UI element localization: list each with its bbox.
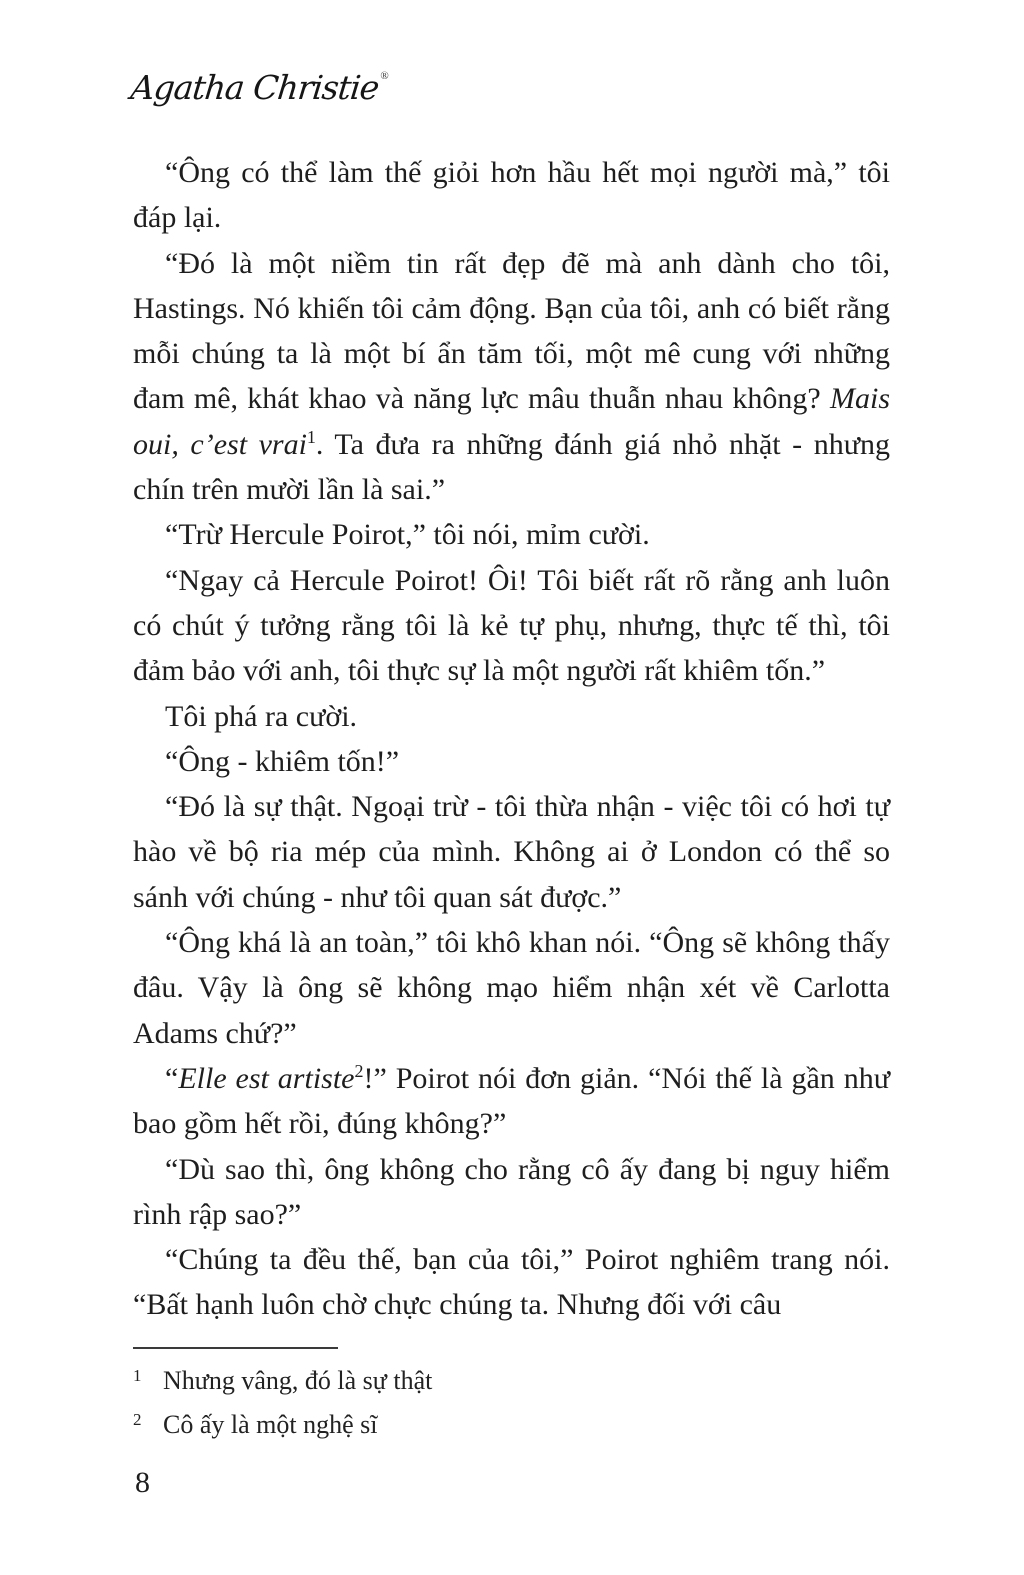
paragraph	[133, 1237, 890, 1328]
footnote-marker: 1	[133, 1366, 142, 1385]
text-run: “Ông có thể làm thế giỏi hơn hầu hết mọi người mà,” tôi đáp lại.	[133, 156, 890, 235]
footnote-item	[133, 1400, 890, 1444]
paragraph	[133, 1056, 890, 1147]
text-run: “	[165, 1061, 179, 1095]
footnote-text: Nhưng vâng, đó là sự thật	[163, 1366, 433, 1395]
footnote-text: Cô ấy là một nghệ sĩ	[163, 1410, 378, 1439]
text-run: “Ông - khiêm tốn!”	[165, 744, 400, 778]
paragraph	[133, 558, 890, 694]
footnote-reference: 1	[306, 426, 316, 447]
paragraph	[133, 784, 890, 920]
footnotes-list	[133, 1356, 890, 1444]
text-run: “Đó là một niềm tin rất đẹp đẽ mà anh dành cho tôi, Hastings. Nó khiến tôi cảm động. Bạn của tôi, anh có biết rằng mỗi chúng ta là một bí ẩn tăm tối, một mê cung với những đam mê, khát khao và năng lực mâu thuẫn nhau không?	[133, 246, 890, 416]
footnote-marker: 2	[133, 1410, 142, 1429]
text-run: “Ông khá là an toàn,” tôi khô khan nói. “Ông sẽ không thấy đâu. Vậy là ông sẽ không mạo hiểm nhận xét về Carlotta Adams chứ?”	[133, 926, 890, 1050]
text-run: . Ta đưa ra những đánh giá nhỏ nhặt - nhưng chín trên mười lần là sai.”	[133, 427, 890, 507]
text-run: Tôi phá ra cười.	[165, 699, 358, 733]
italic-phrase: Elle est artiste	[178, 1061, 355, 1095]
body-text	[133, 150, 890, 1328]
footnote-reference: 2	[354, 1060, 364, 1081]
text-run: “Chúng ta đều thế, bạn của tôi,” Poirot nghiêm trang nói. “Bất hạnh luôn chờ chực chúng ta. Nhưng đối với câu	[133, 1243, 890, 1322]
paragraph	[133, 1147, 890, 1238]
footnote-divider	[133, 1347, 338, 1349]
text-run: “Trừ Hercule Poirot,” tôi nói, mỉm cười.	[165, 518, 650, 552]
paragraph	[133, 694, 890, 739]
agatha-christie-signature: Agatha Christie	[128, 68, 381, 107]
publisher-logo	[128, 68, 389, 114]
text-run: “Ngay cả Hercule Poirot! Ôi! Tôi biết rất rõ rằng anh luôn có chút ý tưởng rằng tôi là kẻ tự phụ, nhưng, thực tế thì, tôi đảm bảo với anh, tôi thực sự là một người rất khiêm tốn.”	[133, 563, 890, 688]
footnotes	[133, 1347, 890, 1444]
registered-trademark-icon: ®	[380, 70, 389, 82]
text-run: “Dù sao thì, ông không cho rằng cô ấy đang bị nguy hiểm rình rập sao?”	[133, 1152, 890, 1231]
paragraph	[133, 241, 890, 513]
footnote-item	[133, 1356, 890, 1400]
paragraph	[133, 739, 890, 784]
text-run: “Đó là sự thật. Ngoại trừ - tôi thừa nhận - việc tôi có hơi tự hào về bộ ria mép của mình. Không ai ở London có thể so sánh với chúng - như tôi quan sát được.”	[133, 790, 890, 914]
paragraph	[133, 512, 890, 557]
paragraph	[133, 920, 890, 1056]
page-number: 8	[135, 1466, 150, 1499]
paragraph	[133, 150, 890, 241]
text-run: !” Poirot nói đơn giản. “Nói thế là gần như bao gồm hết rồi, đúng không?”	[133, 1061, 890, 1141]
italic-phrase: Mais oui, c’est vrai	[133, 382, 890, 461]
